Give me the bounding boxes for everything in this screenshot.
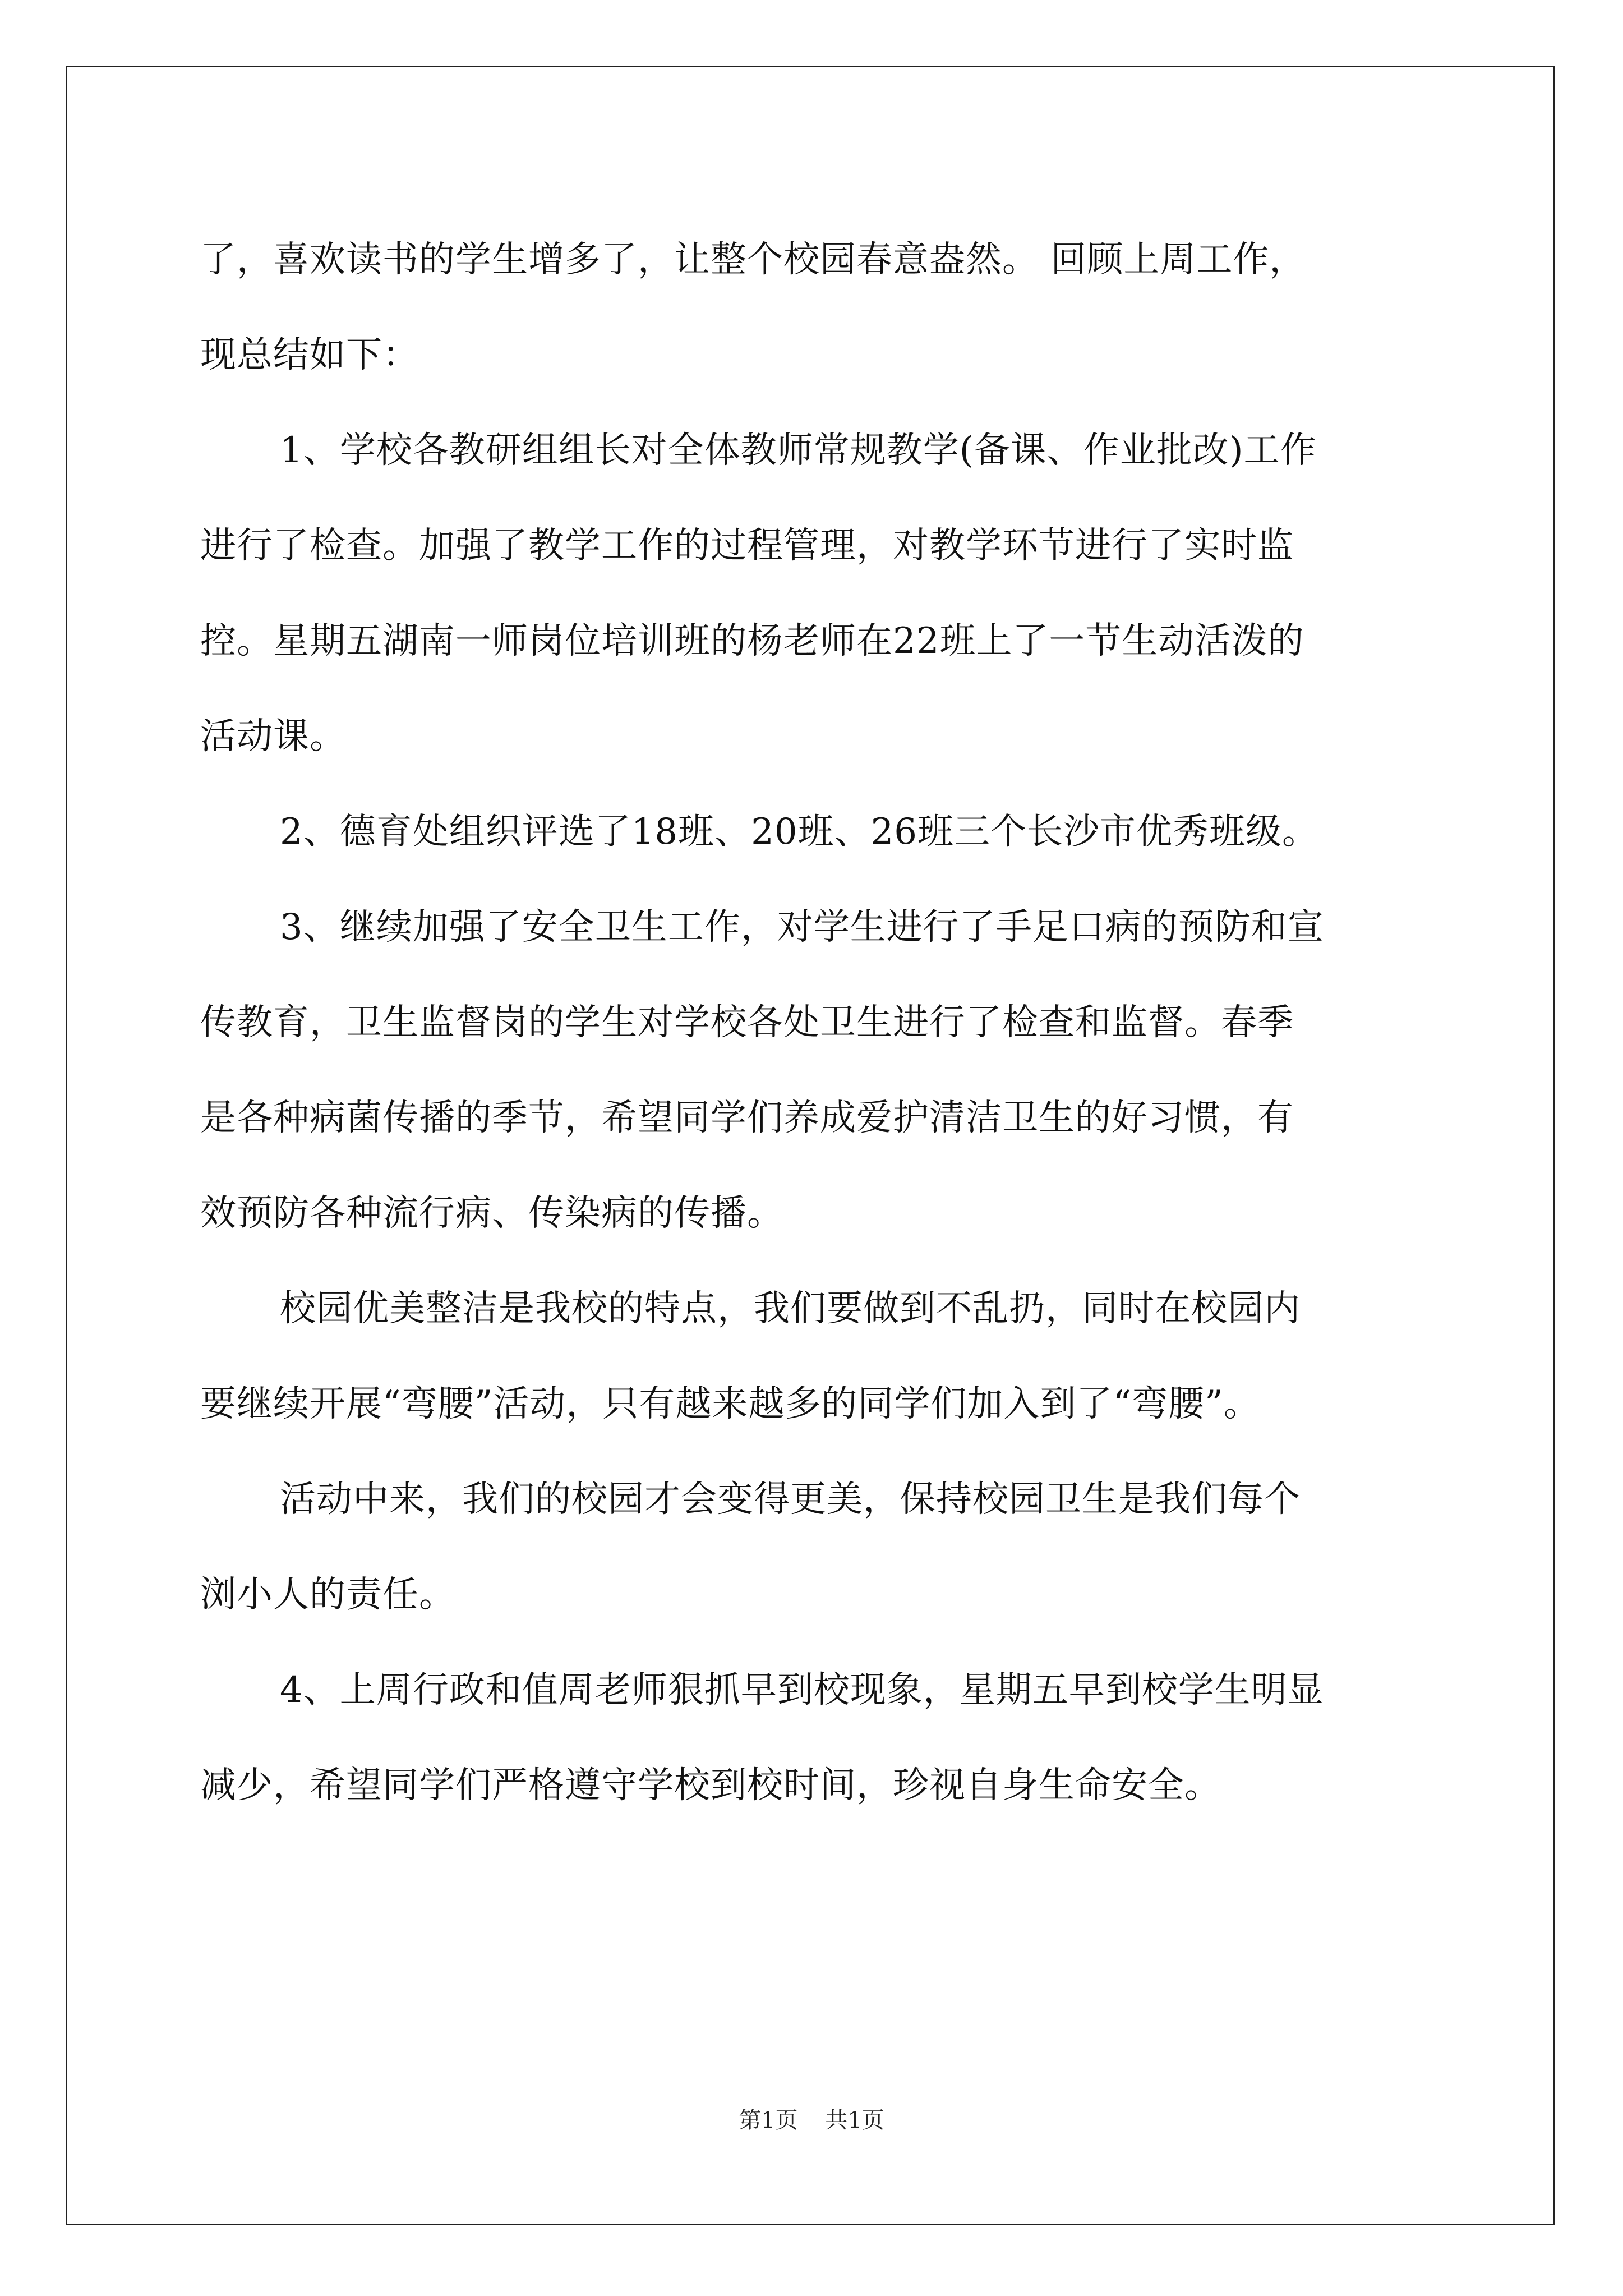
text-line: 要继续开展“弯腰”活动，只有越来越多的同学们加入到了“弯腰”。 [200, 1383, 1260, 1425]
text-line: 控。星期五湖南一师岗位培训班的杨老师在22班上了一节生动活泼的 [200, 620, 1304, 662]
text-line: 2、德育处组织评选了18班、20班、26班三个长沙市优秀班级。 [280, 811, 1319, 853]
text-line: 了，喜欢读书的学生增多了，让整个校园春意盎然。 回顾上周工作， [200, 239, 1306, 280]
text-line: 4、上周行政和值周老师狠抓早到校现象，星期五早到校学生明显 [280, 1669, 1324, 1711]
page-total: 共1页 [825, 2108, 884, 2133]
text-line: 活动课。 [200, 716, 346, 757]
text-line: 效预防各种流行病、传染病的传播。 [200, 1193, 783, 1234]
text-line: 减少，希望同学们严格遵守学校到校时间，珍视自身生命安全。 [200, 1765, 1221, 1806]
text-line: 3、继续加强了安全卫生工作，对学生进行了手足口病的预防和宣 [280, 907, 1324, 948]
text-line: 浏小人的责任。 [200, 1574, 455, 1616]
document-body [200, 212, 1425, 1833]
text-line: 现总结如下： [200, 334, 419, 376]
page-number: 第1页 [739, 2108, 798, 2133]
text-line: 活动中来，我们的校园才会变得更美，保持校园卫生是我们每个 [280, 1479, 1301, 1520]
text-line: 进行了检查。加强了教学工作的过程管理，对教学环节进行了实时监 [200, 525, 1294, 567]
page-footer [0, 2106, 1623, 2134]
text-line: 1、学校各教研组组长对全体教师常规教学(备课、作业批改)工作 [280, 430, 1317, 471]
text-line: 是各种病菌传播的季节，希望同学们养成爱护清洁卫生的好习惯，有 [200, 1097, 1294, 1139]
text-line: 传教育，卫生监督岗的学生对学校各处卫生进行了检查和监督。春季 [200, 1002, 1294, 1043]
text-line: 校园优美整洁是我校的特点，我们要做到不乱扔，同时在校园内 [280, 1288, 1301, 1329]
